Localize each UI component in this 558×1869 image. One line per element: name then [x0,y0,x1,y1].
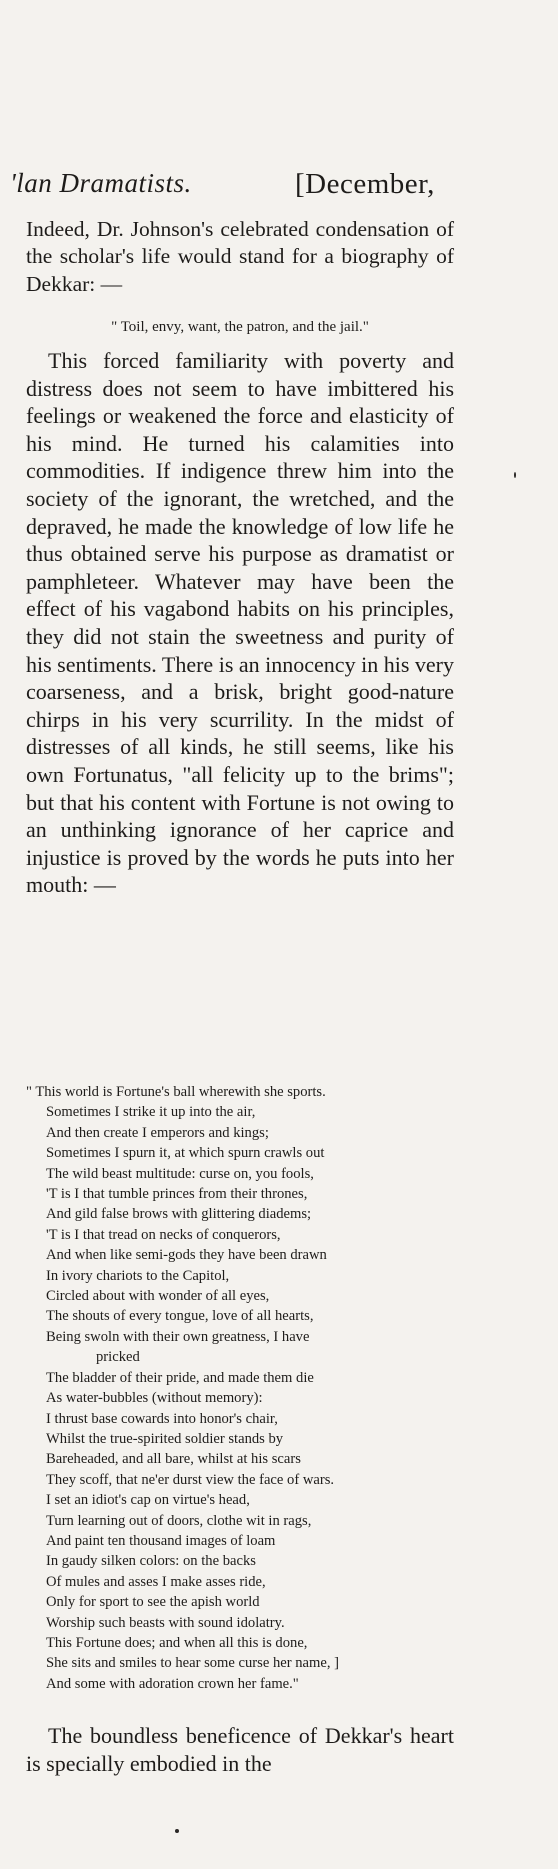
verse-line: Being swoln with their own greatness, I have [46,1328,310,1345]
verse-line: This Fortune does; and when all this is done, [46,1634,308,1651]
ink-speck [175,1829,179,1833]
verse-line-turnover: pricked [96,1349,140,1366]
verse-quotation [26,1082,456,1694]
verse-line: And paint ten thousand images of loam [46,1532,276,1549]
verse-line: As water-bubbles (without memory): [46,1390,263,1407]
epigraph-quote: " Toil, envy, want, the patron, and the jail." [111,319,369,335]
verse-line: In ivory chariots to the Capitol, [46,1267,230,1284]
verse-line: Bareheaded, and all bare, whilst at his scars [46,1451,301,1468]
verse-line: " This world is Fortune's ball wherewith she sports. [26,1084,326,1100]
verse-line: Only for sport to see the apish world [46,1594,260,1611]
verse-line: And some with adoration crown her fame." [46,1675,299,1692]
verse-line: And gild false brows with glittering diadems; [46,1206,312,1223]
verse-line: And when like semi-gods they have been drawn [46,1247,327,1264]
verse-line: She sits and smiles to hear some curse her name, ] [46,1655,340,1672]
verse-line: I set an idiot's cap on virtue's head, [46,1492,250,1509]
paragraph-fortunatus [26,347,454,899]
verse-line: I thrust base cowards into honor's chair, [46,1410,278,1427]
verse-line: Sometimes I strike it up into the air, [46,1104,256,1121]
verse-line: And then create I emperors and kings; [46,1124,269,1141]
running-head [0,168,530,208]
paragraph-beneficence [26,1722,454,1778]
verse-line: In gaudy silken colors: on the backs [46,1553,256,1570]
verse-line: Worship such beasts with sound idolatry. [46,1614,285,1631]
paragraph-beneficence-text: The boundless beneficence of Dekkar's heart is specially embodied in the [26,1723,454,1776]
verse-line: Whilst the true-spirited soldier stands by [46,1430,284,1447]
verse-line: The bladder of their pride, and made them die [46,1369,314,1386]
ink-speck [514,472,516,478]
verse-line: Sometimes I spurn it, at which spurn crawls out [46,1145,325,1162]
verse-line: Turn learning out of doors, clothe wit in rags, [46,1512,312,1529]
verse-line: Of mules and asses I make asses ride, [46,1573,266,1590]
paragraph-intro-text: Indeed, Dr. Johnson's celebrated condensation of the scholar's life would stand for a biography of Dekkar: — [26,217,454,296]
paragraph-fortunatus-text: This forced familiarity with poverty and distress does not seem to have imbittered his feelings or weakened the force and elasticity of his mind. He turned his calamities into commodities. If indigence threw him into the society of the ignorant, the wretched, and the depraved, he made the knowledge of low life he thus obtained serve his purpose as dramatist or pamphleteer. Whatever may have been the effect of his vagabond habits on his principles, they did not stain the sweetness and purity of his sentiments. There is an innocency in his very coarseness, and a brisk, bright good-nature chirps in his very scurrility. In the midst of distresses of all kinds, he still seems, like his own Fortunatus, "all felicity up to the brims"; but that his content with Fortune is not owing to an unthinking ignorance of her caprice and injustice is proved by the words he puts into her mouth: — [26,348,454,898]
paragraph-intro [26,216,454,298]
verse-line: The wild beast multitude: curse on, you fools, [46,1165,314,1182]
verse-line: They scoff, that ne'er durst view the face of wars. [46,1471,335,1488]
running-head-month: [December, [295,168,435,200]
verse-line: The shouts of every tongue, love of all hearts, [46,1308,314,1325]
verse-line: 'T is I that tumble princes from their thrones, [46,1186,308,1203]
running-head-title: 'lan Dramatists. [10,168,192,198]
verse-line: Circled about with wonder of all eyes, [46,1288,270,1305]
verse-line: 'T is I that tread on necks of conquerors, [46,1226,281,1243]
